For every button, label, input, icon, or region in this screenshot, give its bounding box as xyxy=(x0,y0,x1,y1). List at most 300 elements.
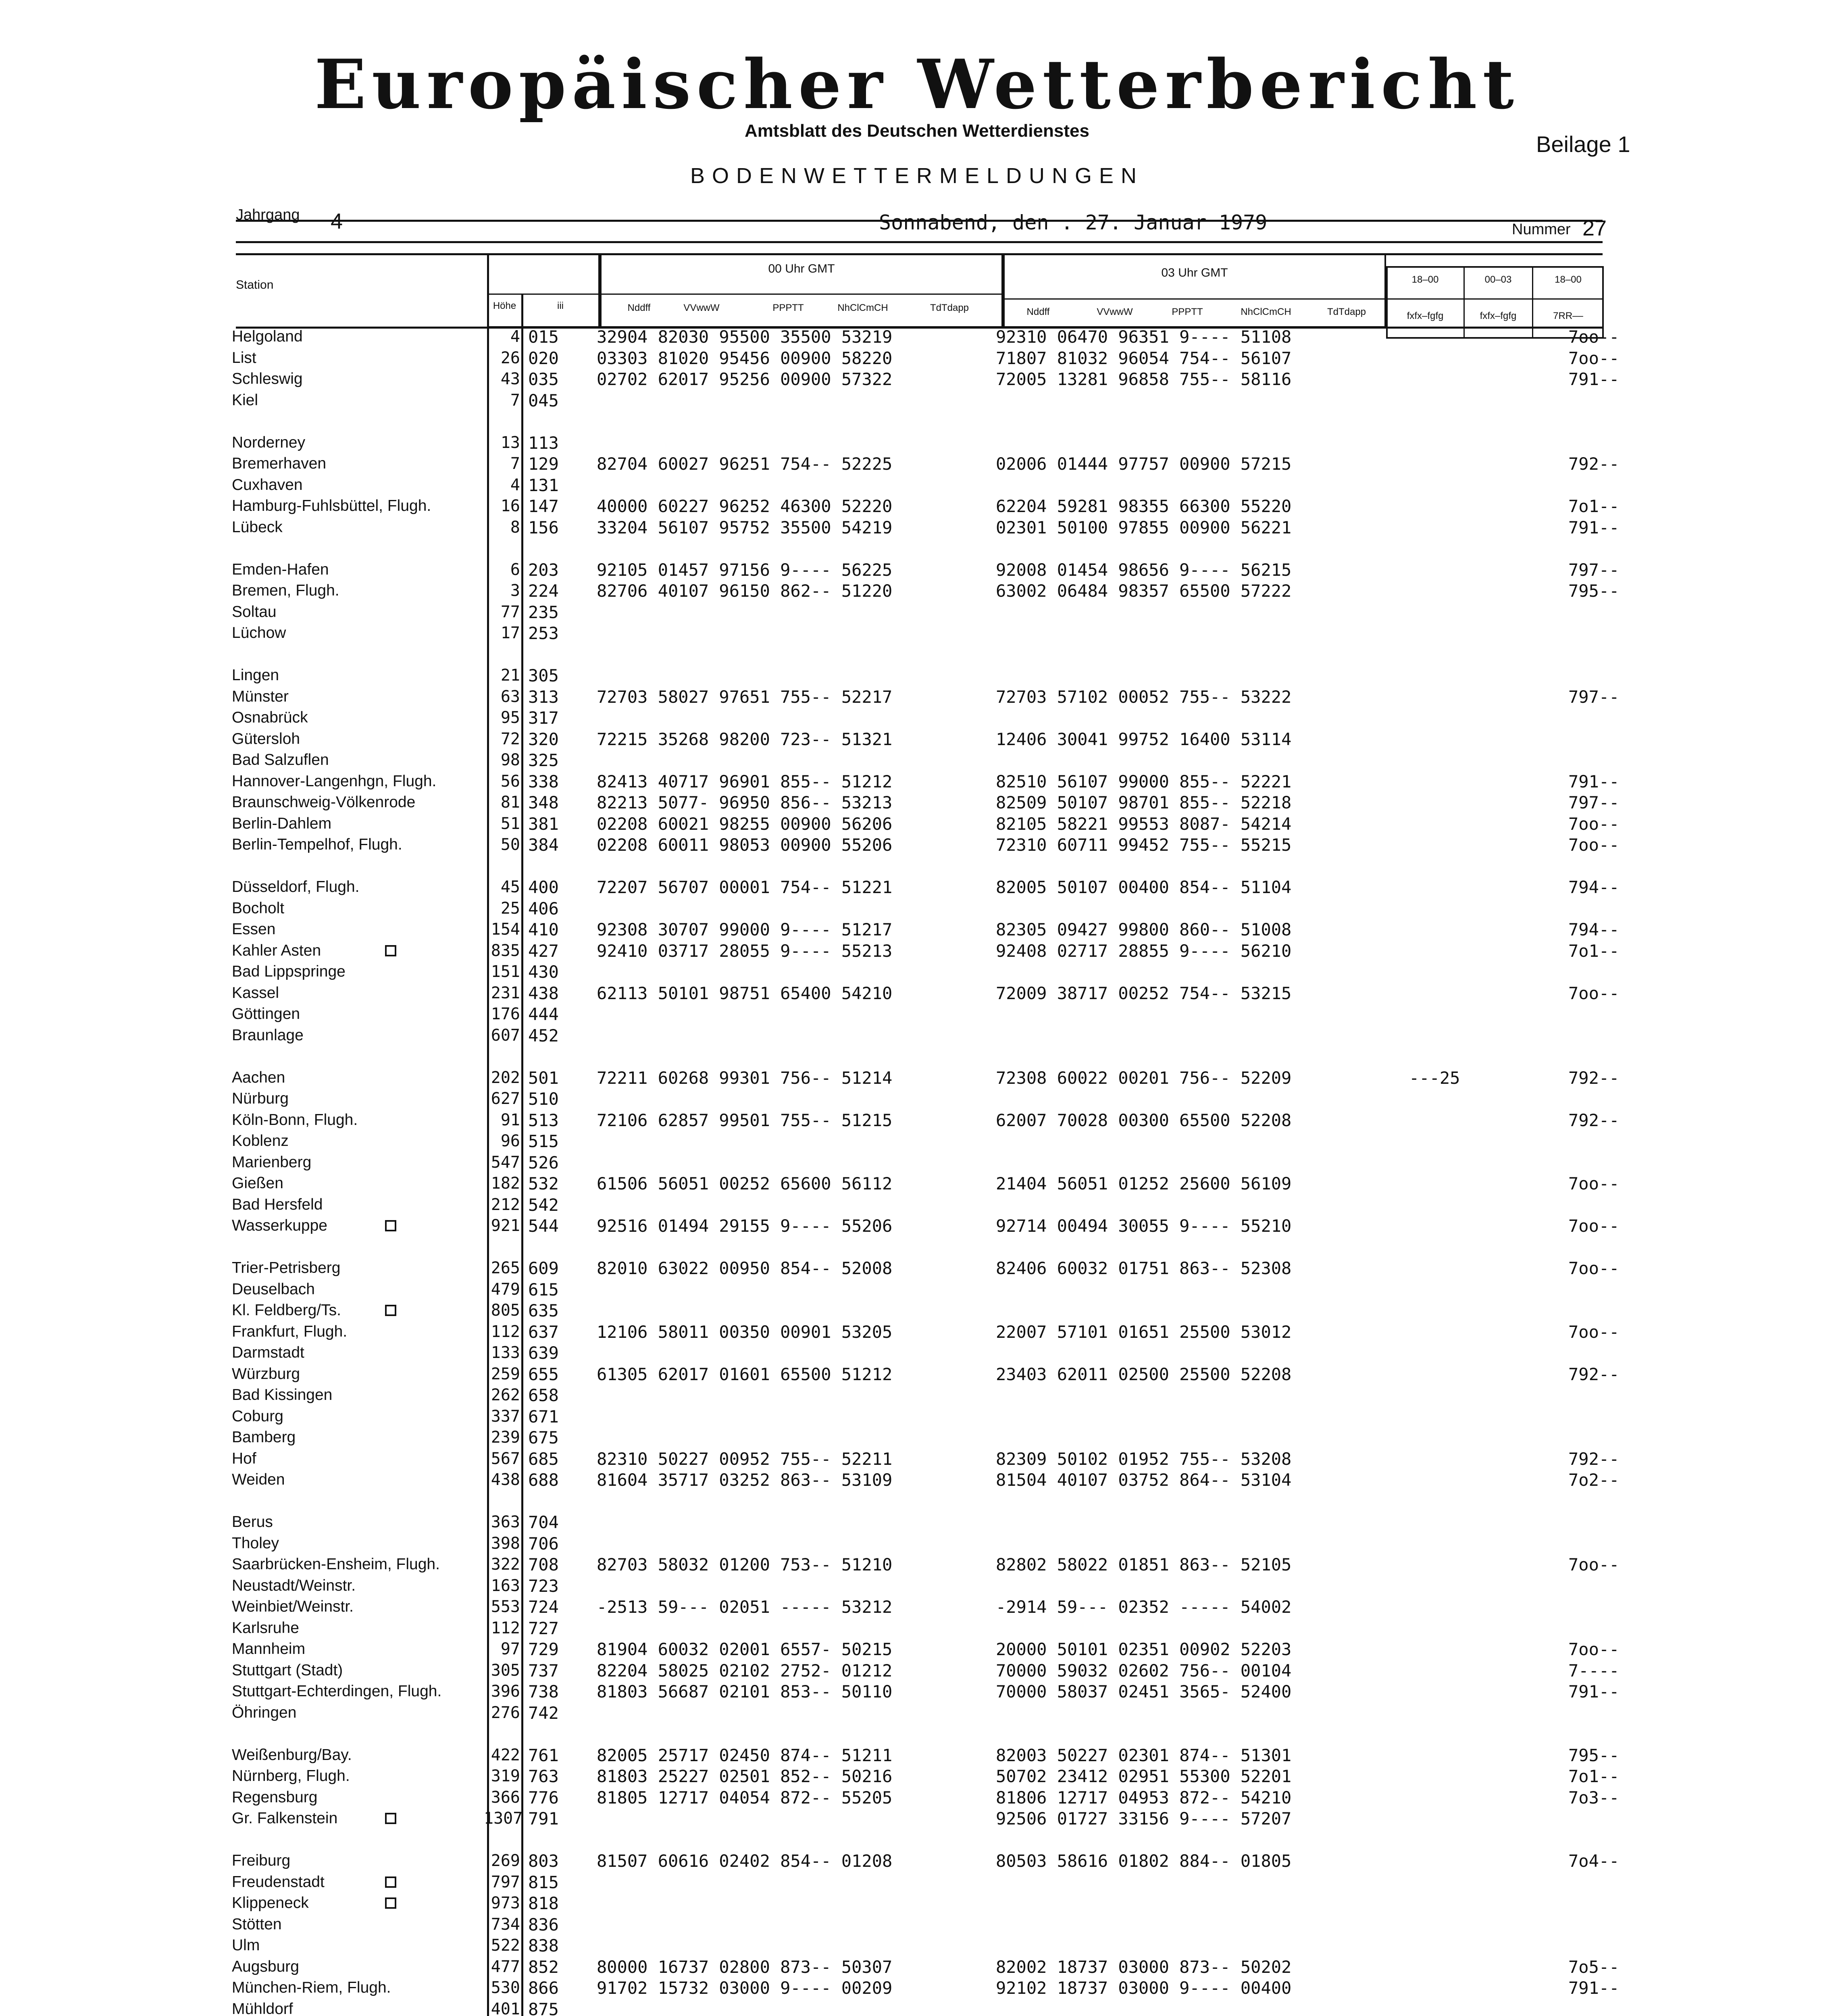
obs-00-gmt: 82310 50227 00952 755-- 52211 xyxy=(597,1449,893,1469)
station-iii: 427 xyxy=(528,941,559,961)
station-iii: 615 xyxy=(528,1279,559,1300)
station-iii: 706 xyxy=(528,1533,559,1554)
station-iii: 410 xyxy=(528,920,559,939)
obs-00-gmt: 81805 12717 04054 872-- 55205 xyxy=(597,1787,893,1808)
obs-00-gmt: 82204 58025 02102 2752- 01212 xyxy=(597,1660,893,1681)
obs-03-gmt: 82510 56107 99000 855-- 52221 xyxy=(996,771,1292,791)
station-height: 154 xyxy=(491,920,520,939)
station-name: Stuttgart (Stadt) xyxy=(232,1661,343,1679)
open-square-icon xyxy=(385,1220,396,1231)
station-name: Köln-Bonn, Flugh. xyxy=(232,1111,358,1129)
station-height: 1307 xyxy=(484,1809,523,1828)
station-name: Lübeck xyxy=(232,518,283,536)
nummer-value: 27 xyxy=(1582,216,1607,240)
obs-00-gmt: 82704 60027 96251 754-- 52225 xyxy=(597,454,893,474)
obs-03-gmt: 82802 58022 01851 863-- 52105 xyxy=(996,1555,1292,1574)
station-name: Kl. Feldberg/Ts. xyxy=(232,1302,341,1319)
obs-00-gmt: 91702 15732 03000 9---- 00209 xyxy=(597,1978,893,1998)
station-name: Soltau xyxy=(232,603,277,621)
obs-00-gmt: 92410 03717 28055 9---- 55213 xyxy=(597,941,893,961)
obs-00-gmt: 81507 60616 02402 854-- 01208 xyxy=(597,1851,893,1871)
station-height: 3 xyxy=(510,581,520,600)
station-iii: 235 xyxy=(528,602,559,622)
station-height: 25 xyxy=(500,899,520,918)
station-iii: 444 xyxy=(528,1004,559,1024)
col-group-00-divider xyxy=(600,294,1003,295)
station-height: 43 xyxy=(500,370,520,388)
station-height: 7 xyxy=(510,454,520,473)
col-00-vvwww: VVwwW xyxy=(683,302,720,313)
station-height: 239 xyxy=(491,1428,520,1447)
station-iii: 791 xyxy=(528,1809,559,1829)
station-height: 305 xyxy=(491,1661,520,1680)
obs-03-gmt: 82309 50102 01952 755-- 53208 xyxy=(996,1449,1292,1469)
station-iii: 325 xyxy=(528,750,559,770)
station-iii: 803 xyxy=(528,1851,559,1871)
obs-00-gmt: -2513 59--- 02051 ----- 53212 xyxy=(597,1597,893,1617)
station-name: Nürnberg, Flugh. xyxy=(232,1767,350,1785)
obs-03-gmt: 72009 38717 00252 754-- 53215 xyxy=(996,983,1292,1003)
divider-extra-h xyxy=(1386,298,1604,300)
station-iii: 688 xyxy=(528,1470,559,1490)
header-rule-top xyxy=(236,220,1603,222)
obs-00-gmt: 82413 40717 96901 855-- 51212 xyxy=(597,771,893,791)
station-iii: 452 xyxy=(528,1025,559,1045)
station-height: 262 xyxy=(491,1386,520,1404)
station-name: Gießen xyxy=(232,1175,283,1192)
header-rule-bottom xyxy=(236,241,1603,243)
station-name: Wasserkuppe xyxy=(232,1217,327,1234)
station-iii: 815 xyxy=(528,1872,559,1892)
station-name: Hannover-Langenhgn, Flugh. xyxy=(232,772,437,790)
extra-a: ---25 xyxy=(1409,1068,1460,1088)
station-height: 96 xyxy=(500,1132,520,1150)
station-name: Kahler Asten xyxy=(232,941,321,959)
obs-00-gmt: 62113 50101 98751 65400 54210 xyxy=(597,983,893,1003)
station-height: 805 xyxy=(491,1301,520,1320)
station-iii: 348 xyxy=(528,793,559,812)
obs-03-gmt: 92310 06470 96351 9---- 51108 xyxy=(996,327,1292,347)
extra-rr: 7oo-- xyxy=(1568,1639,1620,1659)
extra-rr: 7oo-- xyxy=(1568,1174,1620,1193)
extra-rr: 7o1-- xyxy=(1568,496,1620,516)
extra-rr: 7oo-- xyxy=(1568,1258,1620,1278)
station-name: Bad Hersfeld xyxy=(232,1195,323,1213)
station-iii: 020 xyxy=(528,348,559,368)
station-height: 259 xyxy=(491,1364,520,1383)
section-title: BODENWETTERMELDUNGEN xyxy=(690,164,1144,188)
obs-03-gmt: 21404 56051 01252 25600 56109 xyxy=(996,1174,1292,1193)
station-iii: 015 xyxy=(528,327,559,347)
station-iii: 776 xyxy=(528,1787,559,1808)
station-name: Freiburg xyxy=(232,1852,291,1869)
obs-00-gmt: 72207 56707 00001 754-- 51221 xyxy=(597,877,893,897)
station-name: München-Riem, Flugh. xyxy=(232,1979,391,1996)
station-height: 112 xyxy=(491,1618,520,1637)
station-name: Essen xyxy=(232,921,276,938)
station-iii: 738 xyxy=(528,1682,559,1702)
station-name: Cuxhaven xyxy=(232,476,303,494)
station-height: 50 xyxy=(500,835,520,854)
obs-03-gmt: 23403 62011 02500 25500 52208 xyxy=(996,1364,1292,1384)
obs-00-gmt: 82005 25717 02450 874-- 51211 xyxy=(597,1745,893,1765)
station-iii: 671 xyxy=(528,1406,559,1427)
obs-03-gmt: 70000 58037 02451 3565- 52400 xyxy=(996,1682,1292,1702)
station-iii: 818 xyxy=(528,1893,559,1913)
col-extra-18-00b: 18–00 xyxy=(1555,274,1582,285)
station-name: Weißenburg/Bay. xyxy=(232,1746,352,1764)
station-iii: 305 xyxy=(528,666,559,685)
station-name: Stuttgart-Echterdingen, Flugh. xyxy=(232,1683,442,1700)
station-iii: 655 xyxy=(528,1364,559,1384)
station-name: Ulm xyxy=(232,1937,260,1954)
obs-00-gmt: 02702 62017 95256 00900 57322 xyxy=(597,369,893,389)
extra-rr: 7o4-- xyxy=(1568,1851,1620,1871)
station-height: 63 xyxy=(500,687,520,706)
extra-rr: 7oo-- xyxy=(1568,1322,1620,1342)
station-iii: 685 xyxy=(528,1449,559,1469)
station-height: 98 xyxy=(500,751,520,769)
col-extra-sub-a: fxfx–fgfg xyxy=(1407,310,1444,321)
obs-03-gmt: 82406 60032 01751 863-- 52308 xyxy=(996,1258,1292,1278)
station-name: Marienberg xyxy=(232,1153,312,1171)
obs-03-gmt: 82005 50107 00400 854-- 51104 xyxy=(996,877,1292,897)
station-name: Berlin-Dahlem xyxy=(232,814,332,832)
obs-03-gmt: 50702 23412 02951 55300 52201 xyxy=(996,1766,1292,1786)
station-height: 438 xyxy=(491,1470,520,1489)
col-header-box-hoehe-iii xyxy=(487,253,600,328)
station-iii: 317 xyxy=(528,708,559,728)
station-iii: 729 xyxy=(528,1639,559,1659)
obs-03-gmt: 72005 13281 96858 755-- 58116 xyxy=(996,369,1292,389)
station-iii: 875 xyxy=(528,1999,559,2016)
station-name: Bocholt xyxy=(232,899,285,917)
station-height: 363 xyxy=(491,1513,520,1531)
open-square-icon xyxy=(385,1876,396,1888)
station-iii: 836 xyxy=(528,1914,559,1935)
station-height: 797 xyxy=(491,1872,520,1891)
station-name: Saarbrücken-Ensheim, Flugh. xyxy=(232,1556,440,1573)
station-name: Berlin-Tempelhof, Flugh. xyxy=(232,836,402,853)
station-iii: 742 xyxy=(528,1703,559,1723)
station-height: 176 xyxy=(491,1005,520,1023)
col-extra-sub-b: fxfx–fgfg xyxy=(1480,310,1517,321)
station-iii: 320 xyxy=(528,729,559,749)
obs-03-gmt: 22007 57101 01651 25500 53012 xyxy=(996,1322,1292,1342)
station-name: Schleswig xyxy=(232,370,303,387)
extra-rr: 7o1-- xyxy=(1568,941,1620,961)
station-iii: 384 xyxy=(528,835,559,855)
open-square-icon xyxy=(385,1897,396,1909)
obs-03-gmt: 81504 40107 03752 864-- 53104 xyxy=(996,1470,1292,1490)
station-name: Gütersloh xyxy=(232,730,300,748)
station-height: 26 xyxy=(500,348,520,367)
station-name: Neustadt/Weinstr. xyxy=(232,1577,356,1594)
station-iii: 147 xyxy=(528,496,559,516)
col-00-nddff: Nddff xyxy=(627,302,651,313)
col-03-tdtdapp: TdTdapp xyxy=(1327,306,1366,317)
station-name: Tholey xyxy=(232,1534,279,1552)
station-name: Bamberg xyxy=(232,1429,296,1446)
station-name: Trier-Petrisberg xyxy=(232,1259,341,1277)
station-name: Hof xyxy=(232,1450,256,1467)
report-subtitle: Amtsblatt des Deutschen Wetterdienstes xyxy=(745,121,1089,141)
obs-03-gmt: 81806 12717 04953 872-- 54210 xyxy=(996,1787,1292,1808)
station-height: 4 xyxy=(510,327,520,346)
station-height: 212 xyxy=(491,1195,520,1214)
station-iii: 045 xyxy=(528,390,559,410)
extra-rr: 794-- xyxy=(1568,920,1620,939)
divider-hoehe-top xyxy=(487,294,600,295)
station-name: Bad Kissingen xyxy=(232,1386,333,1404)
extra-rr: 7oo-- xyxy=(1568,1216,1620,1236)
station-iii: 510 xyxy=(528,1089,559,1109)
station-height: 13 xyxy=(500,433,520,452)
obs-03-gmt: 71807 81032 96054 754-- 56107 xyxy=(996,348,1292,368)
station-height: 45 xyxy=(500,878,520,896)
station-name: Mannheim xyxy=(232,1640,306,1658)
obs-00-gmt: 61506 56051 00252 65600 56112 xyxy=(597,1174,893,1193)
station-iii: 852 xyxy=(528,1957,559,1977)
open-square-icon xyxy=(385,1305,396,1316)
extra-rr: 791-- xyxy=(1568,1978,1620,1998)
station-iii: 513 xyxy=(528,1110,559,1130)
jahrgang-value: 4 xyxy=(331,209,343,233)
station-iii: 532 xyxy=(528,1174,559,1193)
station-iii: 156 xyxy=(528,517,559,537)
extra-rr: 791-- xyxy=(1568,771,1620,791)
extra-rr: 7oo-- xyxy=(1568,348,1620,368)
extra-rr: 7oo-- xyxy=(1568,1555,1620,1574)
extra-rr: 7oo-- xyxy=(1568,983,1620,1003)
station-height: 16 xyxy=(500,497,520,515)
col-extra-00-03: 00–03 xyxy=(1484,274,1512,285)
station-name: Bremerhaven xyxy=(232,455,327,472)
station-height: 567 xyxy=(491,1449,520,1468)
obs-00-gmt: 82213 5077- 96950 856-- 53213 xyxy=(597,793,893,812)
station-iii: 400 xyxy=(528,877,559,897)
obs-00-gmt: 02208 60021 98255 00900 56206 xyxy=(597,814,893,834)
extra-rr: 7o1-- xyxy=(1568,1766,1620,1786)
station-iii: 430 xyxy=(528,962,559,982)
station-name: Nürburg xyxy=(232,1090,289,1107)
obs-03-gmt: 82003 50227 02301 874-- 51301 xyxy=(996,1745,1292,1765)
obs-03-gmt: -2914 59--- 02352 ----- 54002 xyxy=(996,1597,1292,1617)
station-iii: 639 xyxy=(528,1343,559,1363)
station-height: 97 xyxy=(500,1640,520,1658)
station-height: 479 xyxy=(491,1280,520,1299)
station-name: Bad Lippspringe xyxy=(232,963,346,980)
station-iii: 866 xyxy=(528,1978,559,1998)
station-iii: 381 xyxy=(528,814,559,834)
station-name: Augsburg xyxy=(232,1958,299,1975)
col-00-tdtdapp: TdTdapp xyxy=(930,302,969,313)
station-name: Bad Salzuflen xyxy=(232,751,329,768)
station-height: 21 xyxy=(500,666,520,685)
station-name: Kiel xyxy=(232,391,258,409)
station-height: 530 xyxy=(491,1979,520,1997)
station-iii: 675 xyxy=(528,1428,559,1447)
station-height: 133 xyxy=(491,1343,520,1362)
station-height: 17 xyxy=(500,624,520,642)
obs-00-gmt: 81803 25227 02501 852-- 50216 xyxy=(597,1766,893,1786)
issue-date: Sonnabend, den . 27. Januar 1979 xyxy=(879,211,1268,234)
obs-00-gmt: 40000 60227 96252 46300 52220 xyxy=(597,496,893,516)
obs-00-gmt: 82706 40107 96150 862-- 51220 xyxy=(597,581,893,601)
obs-00-gmt: 61305 62017 01601 65500 51212 xyxy=(597,1364,893,1384)
station-height: 72 xyxy=(500,729,520,748)
extra-rr: 7o2-- xyxy=(1568,1470,1620,1490)
station-height: 337 xyxy=(491,1407,520,1426)
open-square-icon xyxy=(385,1813,396,1824)
station-iii: 526 xyxy=(528,1152,559,1173)
col-03-nddff: Nddff xyxy=(1026,306,1050,317)
station-height: 202 xyxy=(491,1068,520,1087)
col-group-03-title: 03 Uhr GMT xyxy=(1161,266,1228,279)
obs-03-gmt: 92408 02717 28855 9---- 56210 xyxy=(996,941,1292,961)
station-iii: 406 xyxy=(528,898,559,918)
extra-rr: 7o5-- xyxy=(1568,1957,1620,1977)
station-height: 91 xyxy=(500,1110,520,1129)
station-iii: 515 xyxy=(528,1131,559,1151)
obs-03-gmt: 80503 58616 01802 884-- 01805 xyxy=(996,1851,1292,1871)
col-00-ppptt: PPPTT xyxy=(772,302,804,313)
station-name: Mühldorf xyxy=(232,2000,293,2016)
station-height: 396 xyxy=(491,1682,520,1701)
extra-rr: 792-- xyxy=(1568,1110,1620,1130)
station-height: 269 xyxy=(491,1851,520,1870)
station-iii: 131 xyxy=(528,475,559,495)
extra-rr: 797-- xyxy=(1568,793,1620,812)
col-group-00-title: 00 Uhr GMT xyxy=(768,262,835,275)
station-iii: 113 xyxy=(528,433,559,453)
obs-03-gmt: 62204 59281 98355 66300 55220 xyxy=(996,496,1292,516)
extra-rr: 792-- xyxy=(1568,1068,1620,1088)
station-height: 319 xyxy=(491,1767,520,1785)
obs-03-gmt: 92506 01727 33156 9---- 57207 xyxy=(996,1809,1292,1829)
station-name: Braunschweig-Völkenrode xyxy=(232,793,416,811)
station-name: List xyxy=(232,349,256,367)
station-height: 627 xyxy=(491,1089,520,1108)
station-iii: 501 xyxy=(528,1068,559,1088)
station-height: 51 xyxy=(500,814,520,833)
extra-rr: 792-- xyxy=(1568,1449,1620,1469)
station-name: Freudenstadt xyxy=(232,1873,325,1891)
station-iii: 704 xyxy=(528,1512,559,1532)
jahrgang-label: Jahrgang xyxy=(236,206,300,223)
col-header-iii: iii xyxy=(557,300,564,311)
obs-00-gmt: 72211 60268 99301 756-- 51214 xyxy=(597,1068,893,1088)
obs-03-gmt: 12406 30041 99752 16400 53114 xyxy=(996,729,1292,749)
station-height: 734 xyxy=(491,1915,520,1934)
obs-00-gmt: 82703 58032 01200 753-- 51210 xyxy=(597,1555,893,1574)
station-name: Braunlage xyxy=(232,1026,304,1044)
station-height: 56 xyxy=(500,772,520,791)
obs-00-gmt: 81803 56687 02101 853-- 50110 xyxy=(597,1682,893,1702)
station-name: Göttingen xyxy=(232,1005,300,1023)
extra-rr: 791-- xyxy=(1568,369,1620,389)
station-iii: 544 xyxy=(528,1216,559,1236)
station-iii: 438 xyxy=(528,983,559,1003)
extra-rr: 792-- xyxy=(1568,1364,1620,1384)
station-iii: 737 xyxy=(528,1660,559,1681)
station-height: 921 xyxy=(491,1216,520,1235)
station-iii: 542 xyxy=(528,1195,559,1215)
extra-rr: 797-- xyxy=(1568,687,1620,707)
extra-rr: 792-- xyxy=(1568,454,1620,474)
extra-rr: 795-- xyxy=(1568,1745,1620,1765)
station-name: Weiden xyxy=(232,1471,285,1488)
station-name: Deuselbach xyxy=(232,1280,315,1298)
station-name: Koblenz xyxy=(232,1132,289,1150)
station-iii: 723 xyxy=(528,1576,559,1596)
station-iii: 724 xyxy=(528,1597,559,1617)
obs-00-gmt: 72703 58027 97651 755-- 52217 xyxy=(597,687,893,707)
station-name: Karlsruhe xyxy=(232,1619,299,1637)
station-iii: 035 xyxy=(528,369,559,389)
obs-00-gmt: 81904 60032 02001 6557- 50215 xyxy=(597,1639,893,1659)
station-height: 547 xyxy=(491,1153,520,1172)
station-name: Weinbiet/Weinstr. xyxy=(232,1598,354,1615)
station-height: 8 xyxy=(510,518,520,537)
beilage-label: Beilage 1 xyxy=(1536,131,1630,157)
station-height: 835 xyxy=(491,941,520,960)
obs-00-gmt: 92308 30707 99000 9---- 51217 xyxy=(597,920,893,939)
col-00-nhclcmch: NhClCmCH xyxy=(837,302,888,313)
station-name: Hamburg-Fuhlsbüttel, Flugh. xyxy=(232,497,431,514)
station-height: 276 xyxy=(491,1703,520,1722)
obs-00-gmt: 81604 35717 03252 863-- 53109 xyxy=(597,1470,893,1490)
station-name: Helgoland xyxy=(232,328,303,345)
station-height: 553 xyxy=(491,1597,520,1616)
station-height: 607 xyxy=(491,1026,520,1045)
extra-rr: 791-- xyxy=(1568,1682,1620,1702)
station-iii: 609 xyxy=(528,1258,559,1278)
obs-00-gmt: 12106 58011 00350 00901 53205 xyxy=(597,1322,893,1342)
obs-00-gmt: 32904 82030 95500 35500 53219 xyxy=(597,327,893,347)
station-height: 401 xyxy=(491,1999,520,2016)
col-header-station: Station xyxy=(236,278,274,292)
station-height: 477 xyxy=(491,1957,520,1976)
obs-03-gmt: 92102 18737 03000 9---- 00400 xyxy=(996,1978,1292,1998)
station-name: Norderney xyxy=(232,433,306,451)
obs-00-gmt: 80000 16737 02800 873-- 50307 xyxy=(597,1957,893,1977)
obs-00-gmt: 72215 35268 98200 723-- 51321 xyxy=(597,729,893,749)
obs-03-gmt: 63002 06484 98357 65500 57222 xyxy=(996,581,1292,601)
station-height: 112 xyxy=(491,1322,520,1341)
station-name: Bremen, Flugh. xyxy=(232,582,339,599)
station-name: Aachen xyxy=(232,1068,285,1086)
obs-00-gmt: 72106 62857 99501 755-- 51215 xyxy=(597,1110,893,1130)
station-height: 522 xyxy=(491,1936,520,1955)
table-rule-hoehe-iii xyxy=(521,327,523,2016)
station-height: 231 xyxy=(491,983,520,1002)
col-header-hoehe: Höhe xyxy=(493,300,516,311)
obs-03-gmt: 92008 01454 98656 9---- 56215 xyxy=(996,560,1292,580)
obs-00-gmt: 92105 01457 97156 9---- 56225 xyxy=(597,560,893,580)
station-name: Regensburg xyxy=(232,1788,318,1806)
station-iii: 763 xyxy=(528,1766,559,1786)
obs-03-gmt: 72703 57102 00052 755-- 53222 xyxy=(996,687,1292,707)
station-height: 265 xyxy=(491,1259,520,1277)
station-iii: 635 xyxy=(528,1301,559,1320)
station-name: Klippeneck xyxy=(232,1894,309,1912)
station-name: Düsseldorf, Flugh. xyxy=(232,878,360,896)
station-height: 398 xyxy=(491,1534,520,1553)
station-height: 163 xyxy=(491,1576,520,1595)
report-title: Europäischer Wetterbericht xyxy=(314,44,1520,124)
col-extra-sub-c: 7RR–– xyxy=(1553,310,1583,321)
